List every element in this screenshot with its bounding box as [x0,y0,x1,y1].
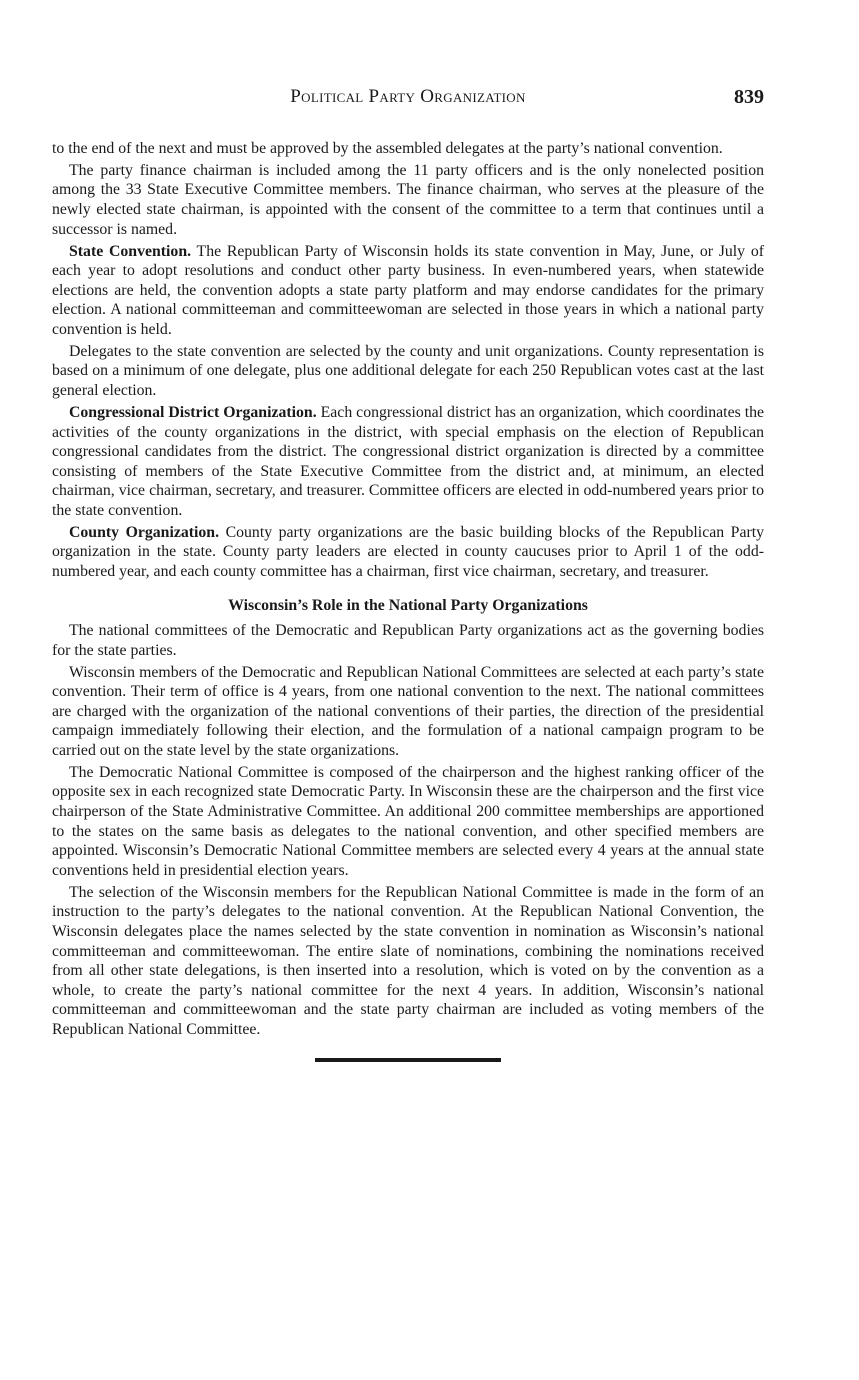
paragraph-republican-national-committee: The selection of the Wisconsin members for the Republican National Committee is made in the form of an instruction to the party’s delegates to the national convention. At the Republican National Convention, the Wisconsin delegates place the names selected by the state convention in nomination as Wisconsin’s national committeeman and committeewoman. The entire slate of nominations, combining the nominations received from all other state delegations, is then inserted into a resolution, which is voted on by the convention as a whole, to create the party’s national committee for the next 4 years. In addition, Wisconsin’s national committeeman and committeewoman and the state party chairman are included as voting members of the Republican National Committee. [52,883,764,1038]
running-title: Political Party Organization [290,86,526,107]
paragraph-county-organization [52,523,764,582]
paragraph-congressional-district [52,403,764,521]
end-rule-divider [315,1058,501,1062]
section-heading: Wisconsin’s Role in the National Party Organizations [228,596,588,614]
run-in-heading-state-convention: State Convention. [69,242,192,260]
page-number: 839 [734,86,764,108]
paragraph-finance-chairman: The party finance chairman is included among the 11 party officers and is the only nonelected position among the 33 State Executive Committee members. The finance chairman, who serves at the pleasure of the newly elected state chairman, is appointed with the consent of the committee to a term that continues until a successor is named. [52,161,764,238]
body-text [52,139,764,1062]
paragraph-continued: to the end of the next and must be approved by the assembled delegates at the party’s national convention. [52,140,723,157]
running-header [52,86,764,114]
paragraph-text: Each congressional district has an organization, which coordinates the activities of the county organizations in the district, with special emphasis on the election of Republican congressional candidates from the district. The congressional district organization is directed by a committee consisting of members of the State Executive Committee from the district and, at minimum, an elected chairman, vice chairman, secretary, and treasurer. Committee officers are elected in odd-numbered years prior to the state convention. [52,403,764,519]
run-in-heading-congressional-district: Congressional District Organization. [69,403,317,421]
paragraph-state-convention [52,242,764,340]
paragraph-text: County party organizations are the basic building blocks of the Republican Party organization in the state. County party leaders are elected in county caucuses prior to April 1 of the odd-numbered year, and each county committee has a chairman, first vice chairman, secretary, and treasurer. [52,523,764,580]
run-in-heading-county-organization: County Organization. [69,523,220,541]
paragraph-democratic-national-committee: The Democratic National Committee is composed of the chairperson and the highest ranking officer of the opposite sex in each recognized state Democratic Party. In Wisconsin these are the chairperson and the first vice chairperson of the State Administrative Committee. An additional 200 committee memberships are apportioned to the states on the same basis as delegates to the national convention, and other specified members are appointed. Wisconsin’s Democratic National Committee members are selected every 4 years at the annual state conventions held in presidential election years. [52,763,764,879]
paragraph-national-committees: The national committees of the Democratic and Republican Party organizations act as the governing bodies for the state parties. [52,622,764,659]
paragraph-wisconsin-members: Wisconsin members of the Democratic and Republican National Committees are selected at each party’s state convention. Their term of office is 4 years, from one national convention to the next. The national committees are charged with the organization of the national conventions of their parties, the direction of the presidential campaign immediately following their election, and the formulation of a national campaign program to be carried out on the state level by the state organizations. [52,663,764,759]
paragraph-text: The Republican Party of Wisconsin holds its state convention in May, June, or July of each year to adopt resolutions and conduct other party business. In even-numbered years, when statewide elections are held, the convention adopts a state party platform and may endorse candidates for the primary election. A national committeeman and committeewoman are selected in those years in which a national party convention is held. [52,242,764,338]
paragraph-delegates: Delegates to the state convention are selected by the county and unit organizations. County representation is based on a minimum of one delegate, plus one additional delegate for each 250 Republican votes cast at the last general election. [52,342,764,400]
